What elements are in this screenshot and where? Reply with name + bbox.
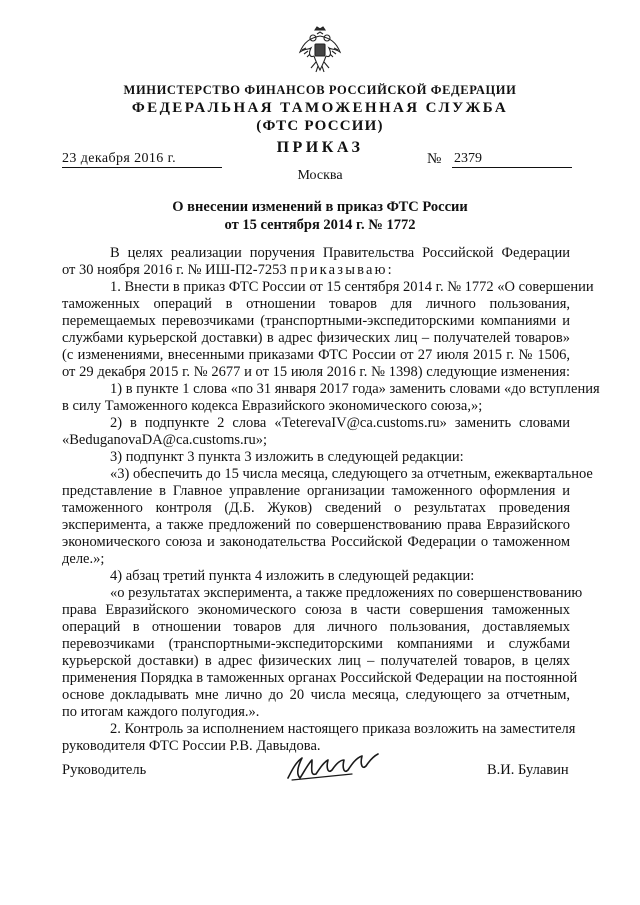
body-line: в силу Таможенного кодекса Евразийского экономического союза,»; [62, 398, 483, 414]
signatory-role: Руководитель [62, 762, 147, 778]
body-line: представление в Главное управление организации таможенного оформления и [62, 483, 570, 499]
service-name: ФЕДЕРАЛЬНАЯ ТАМОЖЕННАЯ СЛУЖБА [131, 100, 509, 116]
body-line: основе докладывать мне лично до 20 числа месяца, следующего за отчетным, [62, 687, 570, 703]
body-line: 2. Контроль за исполнением настоящего приказа возложить на заместителя [110, 721, 576, 737]
body-line: от 29 декабря 2015 г. № 2677 и от 15 июля 2016 г. № 1398) следующие изменения: [62, 364, 570, 380]
service-abbreviation: (ФТС РОССИИ) [256, 118, 384, 134]
body-line: службами курьерской доставки) в адрес физических лиц – получателей товаров» [62, 330, 570, 346]
body-line: по итогам каждого полугодия.». [62, 704, 260, 720]
body-line: экономического союза и законодательства Российской Федерации о таможенном [62, 534, 570, 550]
body-text-spaced: приказываю: [290, 262, 394, 278]
body-line: перевозчиками (транспортными-экспедиторскими компаниями и службами [62, 636, 570, 652]
document-type: ПРИКАЗ [276, 139, 364, 156]
body-line: «BeduganovaDA@ca.customs.ru»; [62, 432, 268, 448]
body-line: деле.»; [62, 551, 105, 567]
order-number-sign: № [427, 151, 442, 167]
body-line: руководителя ФТС России Р.В. Давыдова. [62, 738, 321, 754]
body-line [62, 262, 394, 278]
order-date: 23 декабря 2016 г. [62, 150, 222, 168]
ministry-name: МИНИСТЕРСТВО ФИНАНСОВ РОССИЙСКОЙ ФЕДЕРАЦИИ [123, 83, 517, 97]
body-line: 1. Внести в приказ ФТС России от 15 сентября 2014 г. № 1772 «О совершении [110, 279, 594, 295]
document-title-line-2: от 15 сентября 2014 г. № 1772 [224, 217, 416, 233]
body-line: операций в отношении товаров для личного пользования, доставляемых [62, 619, 570, 635]
handwritten-signature [282, 748, 382, 788]
body-line: эксперимента, а также предложений по совершенствованию права Евразийского [62, 517, 570, 533]
body-line: таможенных операций в отношении товаров для личного пользования, [62, 296, 570, 312]
order-number: 2379 [452, 150, 572, 168]
signatory-name: В.И. Булавин [487, 762, 569, 778]
body-line: 1) в пункте 1 слова «по 31 января 2017 года» заменить словами «до вступления [110, 381, 600, 397]
body-line: права Евразийского экономического союза в части совершения таможенных [62, 602, 570, 618]
body-line: 3) подпункт 3 пункта 3 изложить в следующей редакции: [110, 449, 464, 465]
document-title-line-1: О внесении изменений в приказ ФТС России [172, 199, 468, 215]
body-line: 4) абзац третий пункта 4 изложить в следующей редакции: [110, 568, 475, 584]
body-line: перемещаемых перевозчиками (транспортными-экспедиторскими компаниями и [62, 313, 570, 329]
body-line: таможенного контроля (Д.Б. Жуков) сведений о результатах проведения [62, 500, 570, 516]
body-line: 2) в подпункте 2 слова «TeterevaIV@ca.customs.ru» заменить словами [110, 415, 570, 431]
body-line: (с изменениями, внесенными приказами ФТС России от 27 июля 2015 г. № 1506, [62, 347, 570, 363]
body-line: применения Порядка в таможенных органах Российской Федерации на постоянной [62, 670, 578, 686]
body-text: от 30 ноября 2016 г. № ИШ-П2-7253 [62, 262, 287, 278]
city: Москва [297, 168, 343, 183]
body-line: «о результатах эксперимента, а также предложениях по совершенствованию [110, 585, 583, 601]
body-line: В целях реализации поручения Правительства Российской Федерации [110, 245, 570, 261]
body-line: курьерской доставки) в адрес физических лиц – получателей товаров, в целях [62, 653, 570, 669]
coat-of-arms-emblem [298, 26, 342, 74]
body-line: «3) обеспечить до 15 числа месяца, следующего за отчетным, ежеквартальное [110, 466, 593, 482]
